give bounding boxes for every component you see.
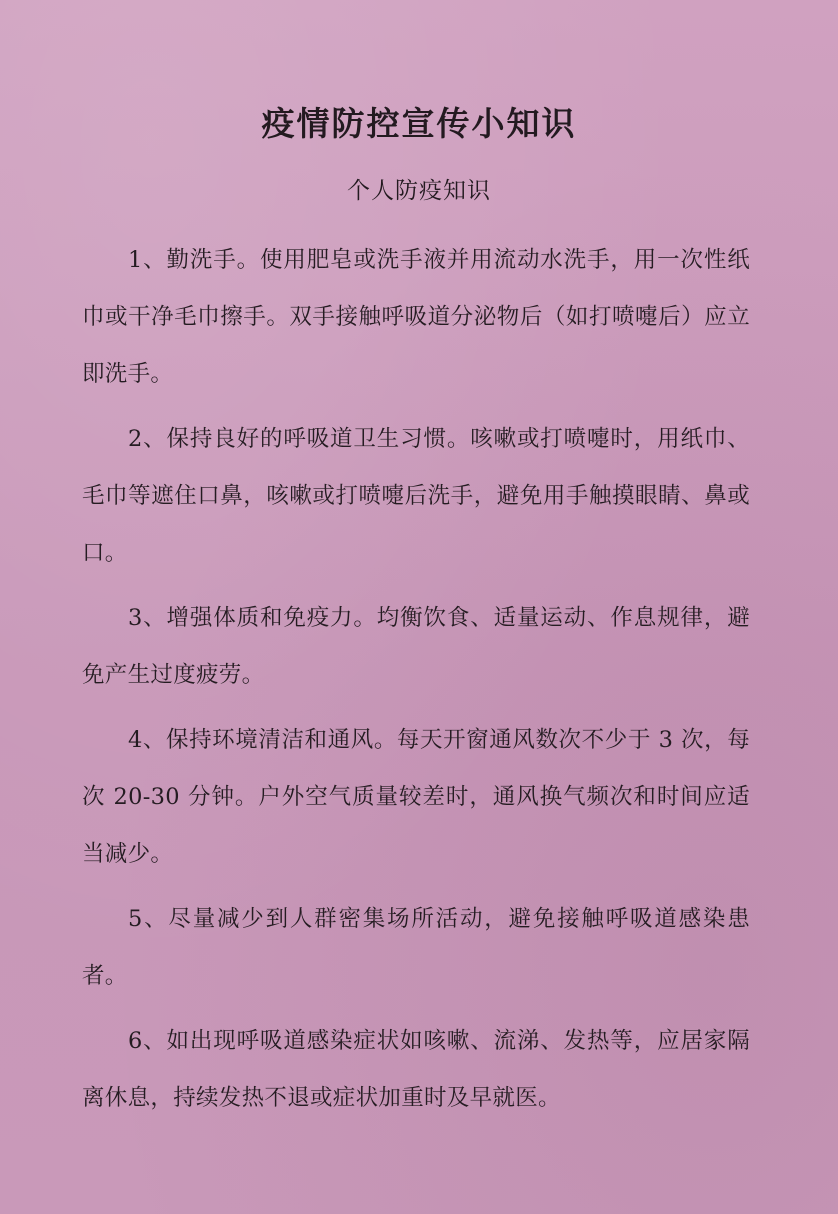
tip-paragraph-1: 1、勤洗手。使用肥皂或洗手液并用流动水洗手，用一次性纸巾或干净毛巾擦手。双手接触呼吸道分泌物后（如打喷嚏后）应立即洗手。 (82, 247, 750, 387)
tip-paragraph-3: 3、增强体质和免疫力。均衡饮食、适量运动、作息规律，避免产生过度疲劳。 (82, 605, 750, 688)
tip-paragraph-6: 6、如出现呼吸道感染症状如咳嗽、流涕、发热等，应居家隔离休息，持续发热不退或症状加重时及早就医。 (82, 1028, 750, 1111)
document-title: 疫情防控宣传小知识 (261, 104, 577, 143)
document-subtitle: 个人防疫知识 (347, 178, 491, 204)
tip-paragraph-2: 2、保持良好的呼吸道卫生习惯。咳嗽或打喷嚏时，用纸巾、毛巾等遮住口鼻，咳嗽或打喷嚏后洗手，避免用手触摸眼睛、鼻或口。 (82, 426, 750, 566)
tip-paragraph-4: 4、保持环境清洁和通风。每天开窗通风数次不少于 3 次，每次 20-30 分钟。户外空气质量较差时，通风换气频次和时间应适当减少。 (82, 727, 750, 867)
document-body (82, 232, 750, 1127)
tip-paragraph-5: 5、尽量减少到人群密集场所活动，避免接触呼吸道感染患者。 (82, 906, 750, 989)
